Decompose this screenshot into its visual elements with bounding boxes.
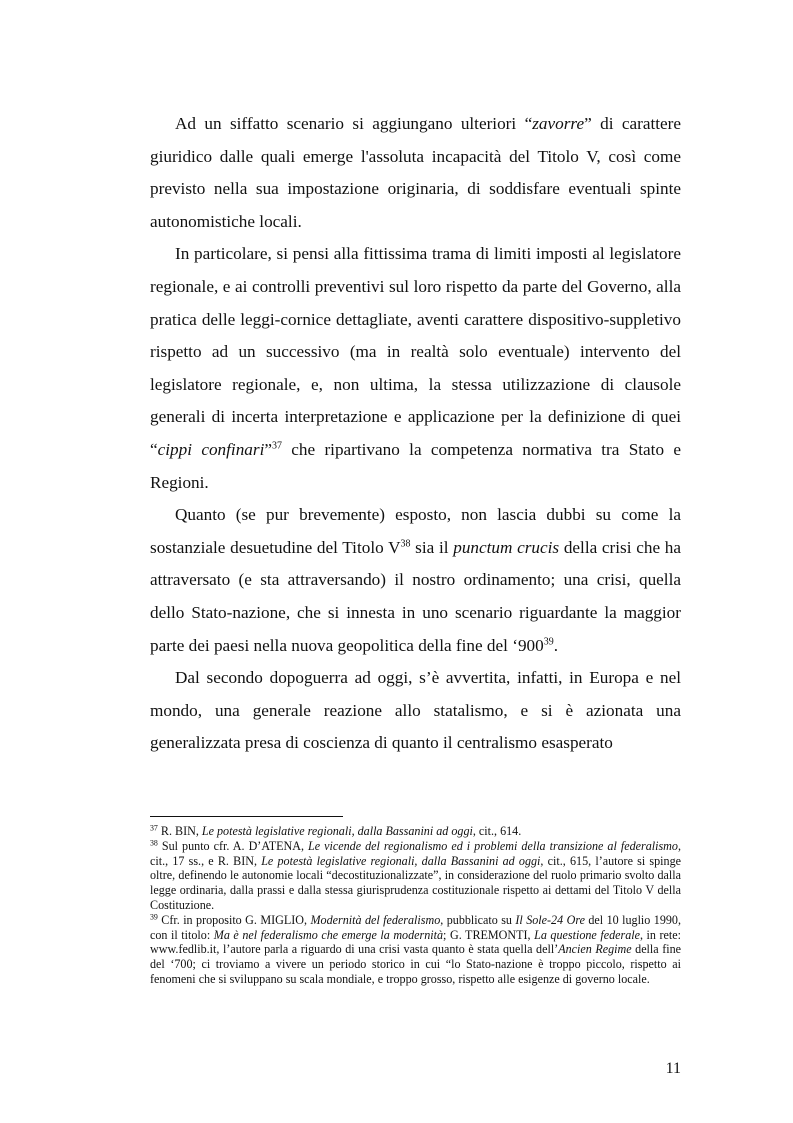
footnote-ref-37[interactable]: 37 bbox=[271, 440, 282, 452]
paragraph-1: Ad un siffatto scenario si aggiungano ulteriori “zavorre” di carattere giuridico dalle quali emerge l'assoluta incapacità del Titolo V, così come previsto nella sua impostazione originaria, di soddisfare eventuali spinte autonomistiche locali. bbox=[150, 114, 681, 231]
page-body bbox=[150, 108, 681, 760]
footnote-ref-39[interactable]: 39 bbox=[543, 636, 554, 648]
footnote-39: $^{39}$ Cfr. in proposito G. MIGLIO, Modernità del federalismo, pubblicato su Il Sole-24 Ore del 10 luglio 1990, con il titolo: Ma è nel federalismo che emerge la modernità; G. TREMONTI, La questione federale, in rete: www.fedlib.it, l’autore parla a riguardo di una crisi vasta quanto è stata quella dell’Ancien Regime della fine del ‘700; ci troviamo a vivere un periodo storico in cui “lo Stato-nazione è troppo piccolo, rispetto ai fenomeni che si sviluppano su scala mondiale, e troppo grosso, rispetto alle esigenze di governo locale. bbox=[150, 912, 681, 986]
footnote-37: $^{37}$ R. BIN, Le potestà legislative regionali, dalla Bassanini ad oggi, cit., 614. bbox=[150, 823, 522, 838]
paragraph-3: Quanto (se pur brevemente) esposto, non lascia dubbi su come la sostanziale desuetudine del Titolo $V^{38}$ sia il punctum crucis della crisi che ha attraversato (e sta attraversando) il nostro ordinamento; una crisi, quella dello Stato-nazione, che si innesta in uno scenario riguardante la maggior parte dei paesi nella nuova geopolitica della fine del ‘$900^{39}$. bbox=[150, 505, 681, 655]
footnote-divider bbox=[150, 816, 343, 817]
footnotes bbox=[150, 824, 681, 987]
footnote-38: $^{38}$ Sul punto cfr. A. D’ATENA, Le vicende del regionalismo ed i problemi della transizione al federalismo, cit., 17 ss., e R. BIN, Le potestà legislative regionali, dalla Bassanini ad oggi, cit., 615, l’autore si spinge oltre, definendo le autonomie locali “decostituzionalizzate”, in considerazione del ruolo primario svolto dalla legge ordinaria, dalla prassi e dalla stessa giurisprudenza costituzionale rispetto ai dettami del Titolo V della Costituzione. bbox=[150, 838, 681, 912]
paragraph-4: Dal secondo dopoguerra ad oggi, s’è avvertita, infatti, in Europa e nel mondo, una generale reazione allo statalismo, e si è azionata una generalizzata presa di coscienza di quanto il centralismo esasperato bbox=[150, 668, 681, 753]
body-text bbox=[150, 108, 681, 760]
paragraph-2: In particolare, si pensi alla fittissima trama di limiti imposti al legislatore regionale, e ai controlli preventivi sul loro rispetto da parte del Governo, alla pratica delle leggi-cornice dettagliate, aventi carattere dispositivo-suppletivo rispetto ad un successivo (ma in realtà solo eventuale) intervento del legislatore regionale, e, non ultima, la stessa utilizzazione di clausole generali di incerta interpretazione e applicazione per la definizione di quei “cippi confinari”$^{37}$ che ripartivano la competenza normativa tra Stato e Regioni. bbox=[150, 244, 681, 492]
footnote-ref-38[interactable]: 38 bbox=[400, 538, 411, 550]
page-number: 11 bbox=[665, 1060, 681, 1077]
